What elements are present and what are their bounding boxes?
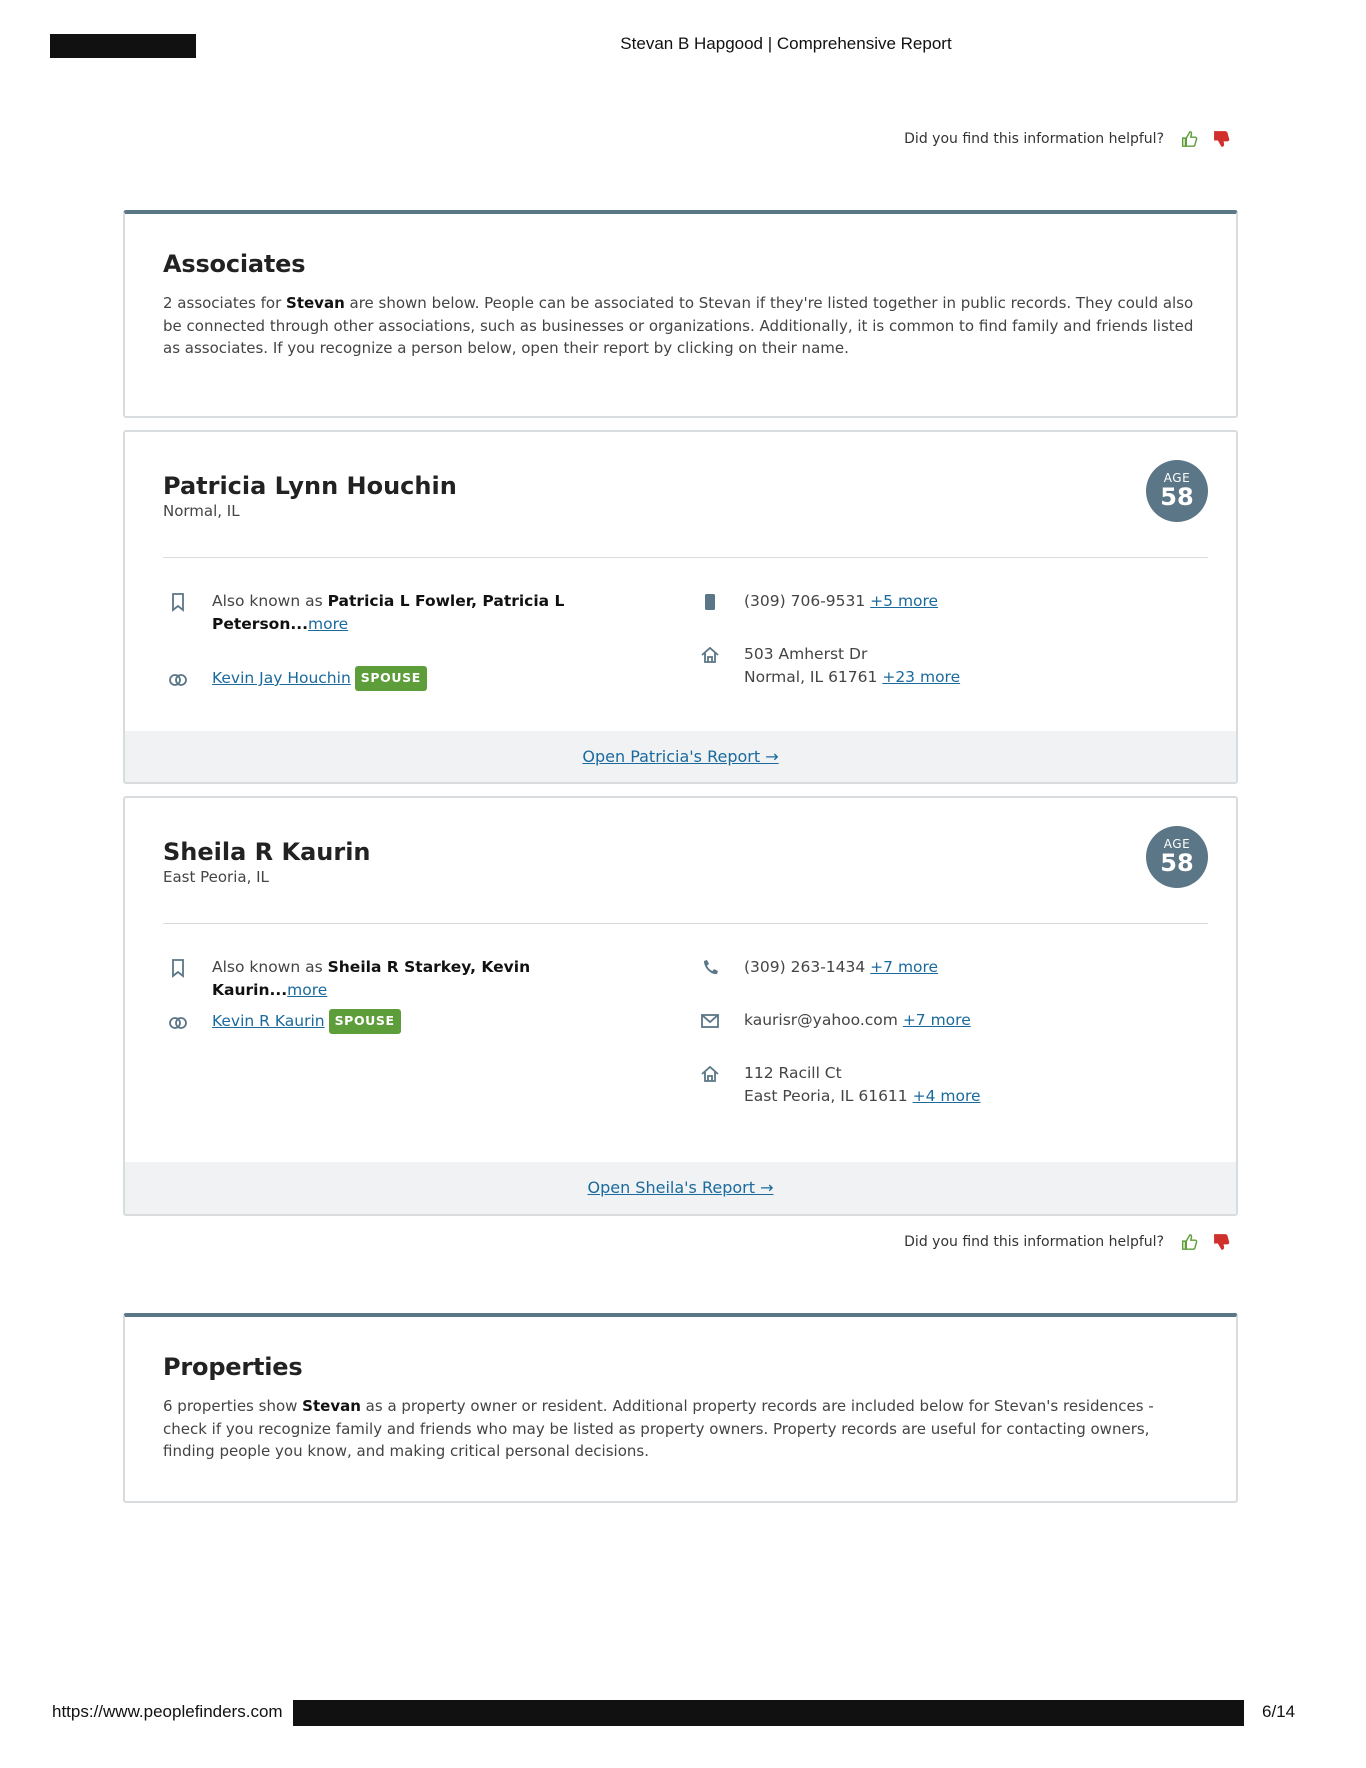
redaction-bar-footer bbox=[293, 1700, 1244, 1726]
spouse-link[interactable]: Kevin R Kaurin bbox=[212, 1012, 325, 1030]
bookmark-icon bbox=[168, 592, 188, 612]
bookmark-icon bbox=[168, 958, 188, 978]
thumbs-up-icon[interactable] bbox=[1180, 1233, 1198, 1251]
thumbs-down-icon[interactable] bbox=[1212, 130, 1230, 148]
aka-more-link[interactable]: more bbox=[287, 980, 328, 999]
email-more-link[interactable]: +7 more bbox=[902, 1011, 971, 1029]
report-footer bbox=[125, 731, 1236, 782]
mobile-phone-icon bbox=[700, 592, 720, 612]
helpful-feedback bbox=[904, 130, 1230, 148]
associate-card bbox=[123, 796, 1238, 1216]
person-name: Sheila R Kaurin bbox=[163, 838, 371, 866]
phone-more-link[interactable]: +5 more bbox=[870, 592, 939, 610]
person-location: Normal, IL bbox=[163, 502, 240, 520]
spouse-row bbox=[168, 666, 427, 691]
divider bbox=[163, 557, 1208, 558]
spouse-link[interactable]: Kevin Jay Houchin bbox=[212, 669, 351, 687]
age-badge: AGE 58 bbox=[1146, 460, 1208, 522]
print-footer-url: https://www.peoplefinders.com bbox=[52, 1702, 283, 1721]
thumbs-down-icon[interactable] bbox=[1212, 1233, 1230, 1251]
phone-icon bbox=[700, 958, 720, 978]
age-badge: AGE 58 bbox=[1146, 826, 1208, 888]
spouse-row bbox=[168, 1009, 401, 1034]
person-header bbox=[163, 838, 371, 886]
person-name: Patricia Lynn Houchin bbox=[163, 472, 457, 500]
address-more-link[interactable]: +23 more bbox=[882, 667, 961, 686]
rings-icon bbox=[168, 668, 188, 688]
associates-heading: Associates bbox=[163, 250, 306, 278]
home-icon bbox=[700, 1064, 720, 1084]
helpful-question: Did you find this information helpful? bbox=[904, 131, 1164, 147]
page-number: 6/14 bbox=[1262, 1702, 1296, 1721]
properties-section bbox=[123, 1313, 1238, 1503]
home-icon bbox=[700, 645, 720, 665]
spouse-badge: SPOUSE bbox=[355, 666, 427, 691]
properties-description: 6 properties show Stevan as a property owner or resident. Additional property records are included below for Stevan's residences - check if you recognize family and friends who may be listed as property owners. Property records are useful for contacting owners, finding people you know, and making critical personal decisions. bbox=[163, 1397, 1154, 1460]
phone-row: (309) 706-9531 +5 more bbox=[700, 590, 938, 613]
report-title: Stevan B Hapgood | Comprehensive Report bbox=[620, 34, 952, 53]
thumbs-up-icon[interactable] bbox=[1180, 130, 1198, 148]
address-row: 112 Racill Ct East Peoria, IL 61611 +4 more bbox=[700, 1062, 981, 1107]
person-header bbox=[163, 472, 457, 520]
address-more-link[interactable]: +4 more bbox=[912, 1086, 981, 1105]
divider bbox=[163, 923, 1208, 924]
phone-more-link[interactable]: +7 more bbox=[870, 958, 939, 976]
aka-more-link[interactable]: more bbox=[308, 614, 349, 633]
person-location: East Peoria, IL bbox=[163, 868, 269, 886]
aka-row: Also known as Sheila R Starkey, Kevin Kaurin...more bbox=[168, 956, 628, 1001]
phone-row: (309) 263-1434 +7 more bbox=[700, 956, 938, 979]
helpful-feedback bbox=[904, 1233, 1230, 1251]
report-footer bbox=[125, 1162, 1236, 1214]
rings-icon bbox=[168, 1011, 188, 1031]
open-report-link[interactable]: Open Sheila's Report → bbox=[587, 1178, 774, 1197]
email-row: kaurisr@yahoo.com +7 more bbox=[700, 1009, 971, 1032]
print-header bbox=[0, 34, 1366, 54]
properties-heading: Properties bbox=[163, 1353, 303, 1381]
helpful-question: Did you find this information helpful? bbox=[904, 1234, 1164, 1250]
associate-card bbox=[123, 430, 1238, 784]
spouse-badge: SPOUSE bbox=[329, 1009, 401, 1034]
associates-section bbox=[123, 210, 1238, 418]
open-report-link[interactable]: Open Patricia's Report → bbox=[582, 747, 779, 766]
address-row: 503 Amherst Dr Normal, IL 61761 +23 more bbox=[700, 643, 960, 688]
envelope-icon bbox=[700, 1011, 720, 1031]
associates-description: 2 associates for Stevan are shown below. People can be associated to Stevan if they're listed together in public records. They could also be connected through other associations, such as businesses or organizations. Additionally, it is common to find family and friends listed as associates. If you recognize a person below, open their report by clicking on their name. bbox=[163, 294, 1194, 357]
aka-row: Also known as Patricia L Fowler, Patricia L Peterson...more bbox=[168, 590, 588, 635]
